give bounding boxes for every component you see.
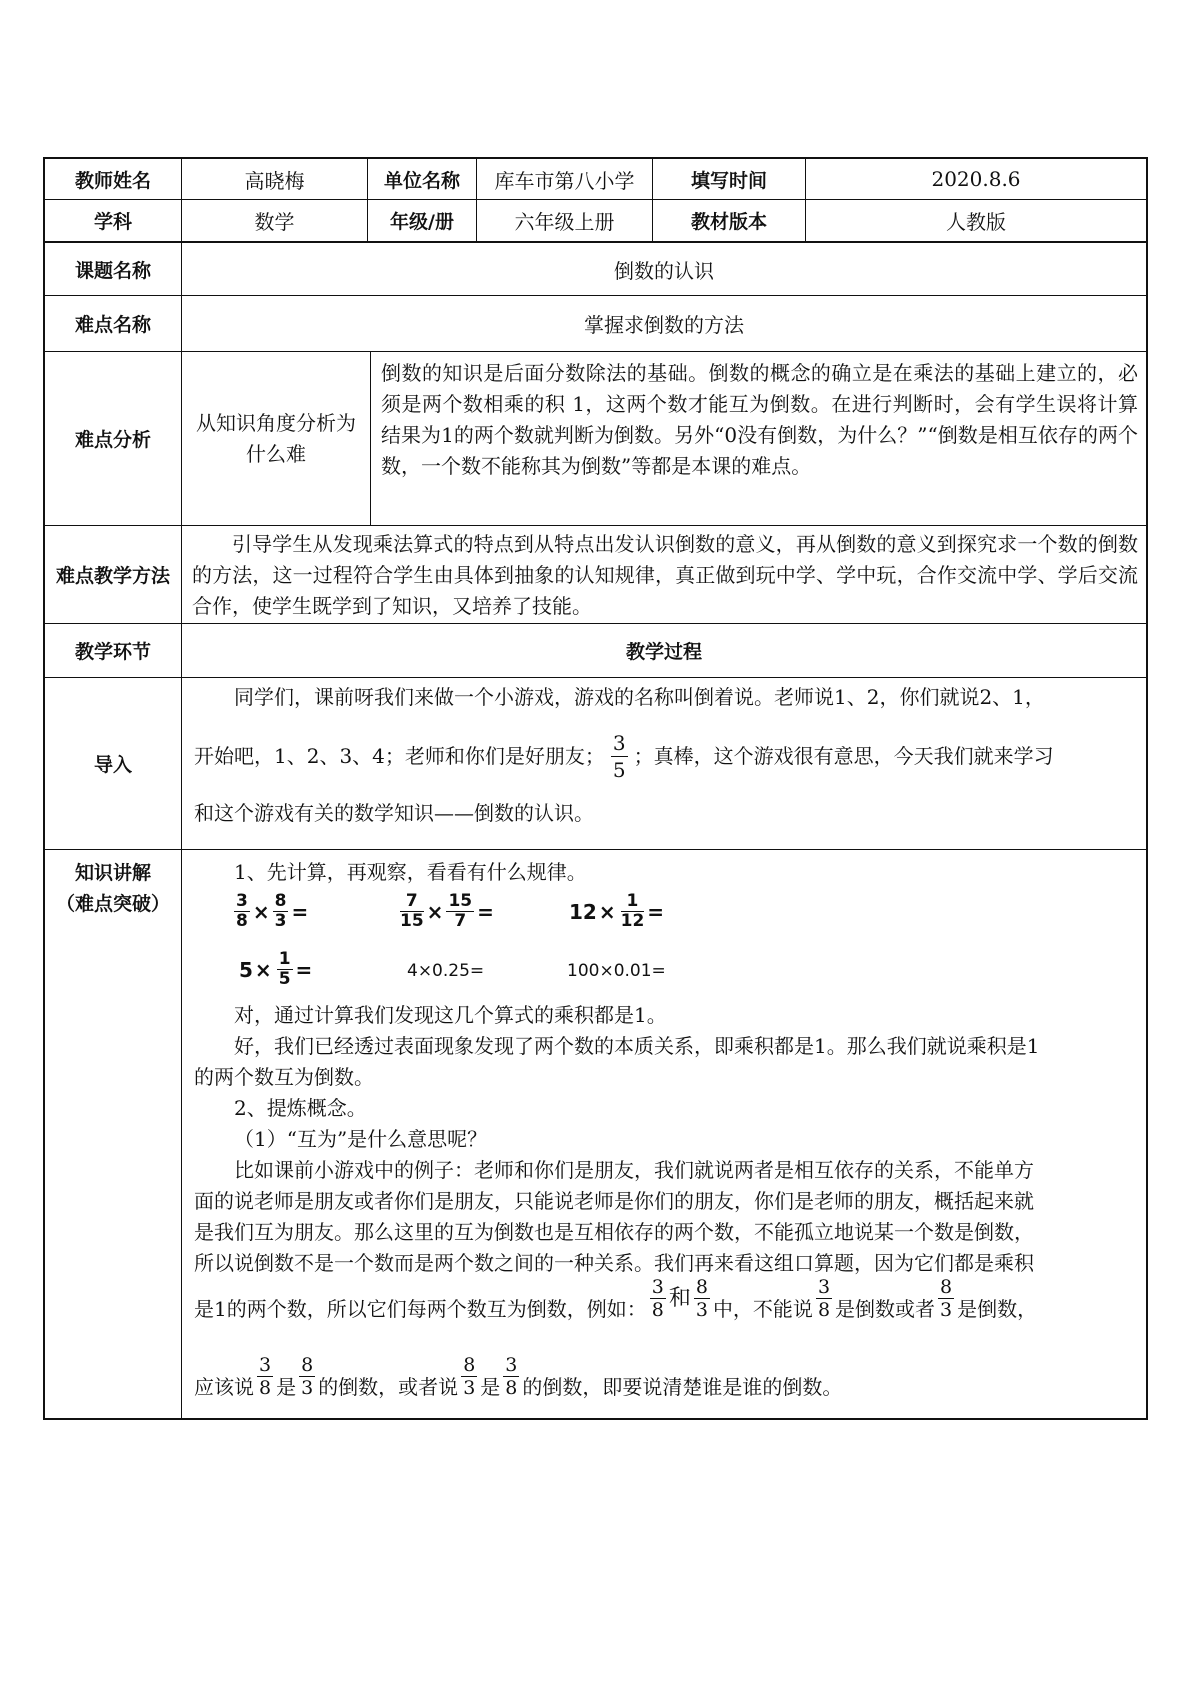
process-header-row	[45, 624, 1146, 678]
knowledge-row	[45, 850, 1146, 1418]
difficulty-value: 掌握求倒数的方法	[584, 313, 744, 337]
method-row	[45, 526, 1146, 624]
analysis-label: 难点分析	[45, 352, 182, 525]
knowledge-label-2: （难点突破）	[55, 893, 170, 915]
step-2: 2、提炼概念。	[234, 1096, 367, 1120]
fraction-line-2-text-5: 的倒数，即要说清楚谁是谁的倒数。	[522, 1375, 843, 1399]
topic-row	[45, 242, 1146, 296]
paragraph-example-1: 比如课前小游戏中的例子：老师和你们是朋友，我们就说两者是相互依存的关系，不能单方	[234, 1158, 1034, 1182]
eq2-op: ×	[426, 899, 444, 924]
edition-value: 人教版	[946, 210, 1006, 234]
eq3-a: 12	[569, 899, 597, 924]
difficulty-label: 难点名称	[45, 296, 182, 351]
equation-3-8-times-8-3	[231, 892, 308, 931]
header-row-2	[45, 200, 1146, 242]
lesson-table	[43, 157, 1148, 1420]
frac-3-8-num-d: 3	[505, 1354, 518, 1376]
header-row-1	[45, 159, 1146, 200]
teacher-value: 高晓梅	[182, 159, 368, 199]
fraction-line-1-text-2: 中，不能说	[712, 1297, 813, 1321]
eq2-den-2: 7	[454, 911, 467, 931]
subject-label: 学科	[45, 200, 182, 241]
eq3-num: 1	[626, 891, 639, 911]
intro-line-2-end: ；真棒，这个游戏很有意思，今天我们就来学习	[633, 744, 1054, 768]
eq4-num: 1	[278, 949, 291, 969]
intro-line-3: 和这个游戏有关的数学知识——倒数的认识。	[194, 801, 594, 825]
fraction-line-2-text-1: 应该说	[194, 1375, 254, 1399]
method-text: 引导学生从发现乘法算式的特点到从特点出发认识倒数的意义，再从倒数的意义到探究求一个数的倒数的方法，这一过程符合学生由具体到抽象的认知规律，真正做到玩中学、学中玩，合作交流中学、学后交流合作，使学生既学到了知识，又培养了技能。	[192, 532, 1138, 618]
frac-3-8-num: 3	[651, 1276, 664, 1298]
difficulty-row	[45, 296, 1146, 352]
knowledge-label	[45, 850, 182, 1418]
analysis-sub-label: 从知识角度分析为什么难	[182, 352, 371, 525]
fraction-line-2-text-3: 的倒数，或者说	[318, 1375, 459, 1399]
eq1-num-1: 3	[236, 891, 248, 911]
frac-8-3-den-c: 3	[301, 1377, 314, 1399]
fraction-line-1-and: 和	[668, 1286, 691, 1311]
eq1-equals: =	[291, 899, 309, 924]
frac-3-8-den-c: 8	[259, 1377, 272, 1399]
frac-3-8-den-d: 8	[505, 1377, 518, 1399]
frac-8-3-den-d: 3	[463, 1377, 476, 1399]
process-stage-label: 教学环节	[45, 624, 182, 677]
frac-8-3-den-b: 3	[940, 1299, 953, 1321]
paragraph-fraction-line-1	[194, 1272, 1037, 1325]
eq4-op: ×	[254, 957, 272, 982]
eq3-den: 12	[620, 911, 645, 931]
unit-label: 单位名称	[368, 159, 477, 199]
eq3-op: ×	[598, 899, 616, 924]
fraction-line-1-text-4: 是倒数，	[957, 1297, 1038, 1321]
frac-3-8-den: 8	[651, 1299, 664, 1321]
eq1-den-1: 8	[236, 911, 248, 931]
equation-5-times-1-5	[239, 950, 312, 989]
topic-value: 倒数的认识	[614, 258, 714, 283]
intro-row	[45, 678, 1146, 850]
paragraph-essence-1: 好，我们已经透过表面现象发现了两个数的本质关系，即乘积都是1。那么我们就说乘积是1	[234, 1034, 1040, 1058]
equation-7-15-times-15-7	[397, 892, 494, 931]
subject-value: 数学	[182, 200, 368, 241]
paragraph-example-3: 是我们互为朋友。那么这里的互为倒数也是互相依存的两个数，不能孤立地说某一个数是倒数，	[194, 1220, 1034, 1244]
fraction-line-2-text-2: 是	[276, 1375, 297, 1399]
intro-line-2	[194, 730, 1134, 783]
eq4-a: 5	[239, 957, 253, 982]
frac-3-8-num-b: 3	[817, 1276, 831, 1298]
eq4-den: 5	[278, 969, 291, 989]
paragraph-essence-2: 的两个数互为倒数。	[194, 1065, 374, 1089]
eq2-num-2: 15	[448, 891, 473, 911]
paragraph-fraction-line-2	[194, 1350, 842, 1403]
fraction-denominator: 5	[612, 758, 626, 782]
frac-3-8-den-b: 8	[817, 1299, 831, 1321]
intro-line-1: 同学们，课前呀我们来做一个小游戏，游戏的名称叫倒着说。老师说1、2，你们就说2、1，	[234, 685, 1045, 709]
frac-8-3-num-b: 8	[940, 1276, 953, 1298]
intro-label: 导入	[45, 678, 182, 849]
fraction-3-5	[611, 730, 628, 783]
edition-label: 教材版本	[653, 200, 806, 241]
method-label: 难点教学方法	[45, 526, 182, 623]
equation-4-times-0-25: 4×0.25=	[407, 961, 485, 981]
fraction-line-1-text-3: 是倒数或者	[835, 1297, 936, 1321]
frac-3-8-num-c: 3	[259, 1354, 272, 1376]
paragraph-example-2: 面的说老师是朋友或者你们是朋友，只能说老师是你们的朋友，你们是老师的朋友，概括起来就	[194, 1189, 1034, 1213]
eq1-op: ×	[252, 899, 270, 924]
knowledge-label-1: 知识讲解	[74, 862, 151, 884]
process-title: 教学过程	[625, 641, 702, 663]
eq4-equals: =	[295, 957, 313, 982]
fraction-numerator: 3	[612, 731, 626, 755]
eq3-equals: =	[647, 899, 665, 924]
paragraph-example-4: 所以说倒数不是一个数而是两个数之间的一种关系。我们再来看这组口算题，因为它们都是乘积	[194, 1251, 1034, 1275]
teacher-label: 教师姓名	[45, 159, 182, 199]
grade-label: 年级/册	[368, 200, 477, 241]
frac-8-3-num-d: 8	[463, 1354, 476, 1376]
eq2-equals: =	[477, 899, 494, 924]
frac-8-3-num: 8	[695, 1276, 708, 1298]
topic-label: 课题名称	[45, 243, 182, 295]
eq1-num-2: 8	[274, 891, 287, 911]
eq1-den-2: 3	[274, 911, 287, 931]
fraction-line-1-text-1: 是1的两个数，所以它们每两个数互为倒数，例如：	[194, 1297, 647, 1321]
question-1: （1）“互为”是什么意思呢？	[234, 1127, 488, 1151]
time-value: 2020.8.6	[931, 167, 1021, 191]
time-label: 填写时间	[653, 159, 806, 199]
analysis-row	[45, 352, 1146, 526]
analysis-text: 倒数的知识是后面分数除法的基础。倒数的概念的确立是在乘法的基础上建立的，必须是两个数相乘的积 1，这两个数才能互为倒数。在进行判断时，会有学生误将计算结果为1的两个数就判断为倒数。另外“0没有倒数，为什么？”“倒数是相互依存的两个数，一个数不能称其为倒数”等都是本课的难点。	[381, 361, 1138, 478]
grade-value: 六年级上册	[477, 200, 653, 241]
eq2-den-1: 15	[400, 911, 424, 931]
equation-12-times-1-12	[569, 892, 664, 931]
eq2-num-1: 7	[405, 891, 418, 911]
step-1: 1、先计算，再观察，看看有什么规律。	[234, 860, 587, 884]
intro-line-2-start: 开始吧，1、2、3、4；老师和你们是好朋友；	[194, 744, 605, 768]
fraction-line-2-text-4: 是	[480, 1375, 501, 1399]
frac-8-3-den: 3	[695, 1299, 708, 1321]
paragraph-product-is-one: 对，通过计算我们发现这几个算式的乘积都是1。	[234, 1003, 667, 1027]
frac-8-3-num-c: 8	[301, 1354, 314, 1376]
equation-100-times-0-01: 100×0.01=	[567, 961, 666, 981]
unit-value: 库车市第八小学	[477, 159, 653, 199]
